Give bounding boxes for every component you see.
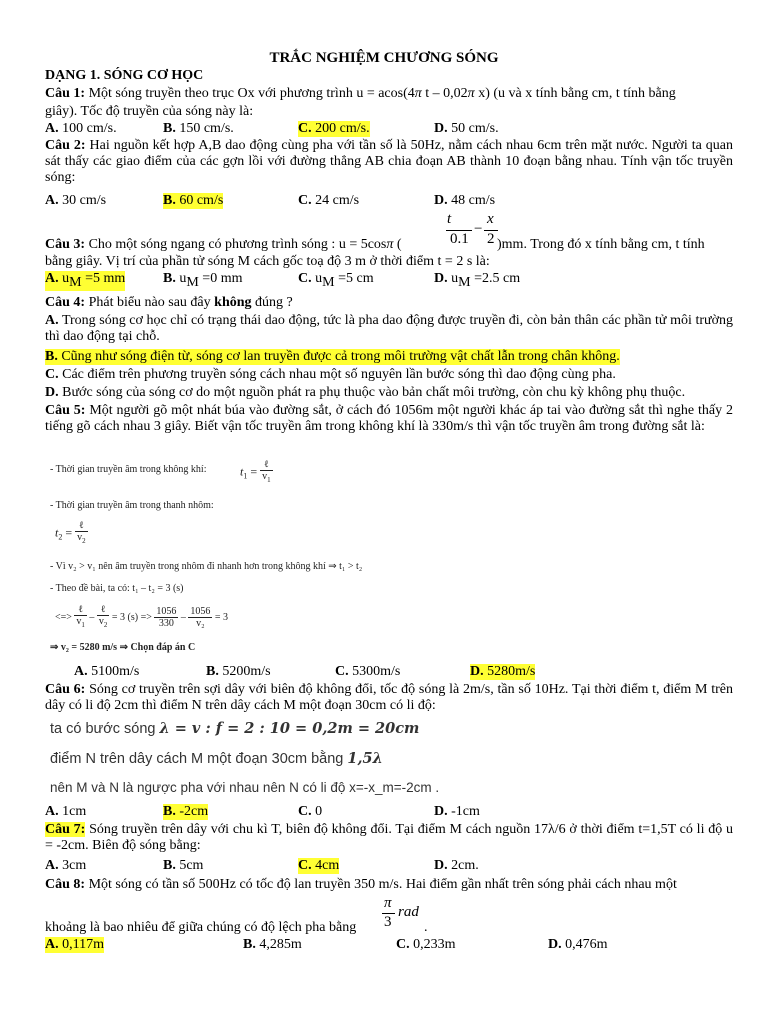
- q1-option-c-answer[interactable]: C. 200 cm/s.: [298, 121, 370, 136]
- q8-option-d[interactable]: D. 0,476m: [548, 937, 608, 952]
- q2-option-b-answer[interactable]: B. 60 cm/s: [163, 193, 224, 208]
- q3-option-d[interactable]: D. $u_M =2.5$ cm: [434, 271, 521, 290]
- q4-label: Câu 4:: [45, 295, 86, 310]
- q3-line1a: Câu 3: Cho một sóng ngang có phương trình sóng : u = 5cosπ (: [45, 237, 402, 252]
- q3-minus: −: [474, 221, 483, 237]
- q8-option-a-answer[interactable]: A. 0,117m: [45, 937, 104, 952]
- q5-option-a[interactable]: A. 5100m/s: [74, 664, 140, 679]
- q4-option-b-answer[interactable]: B. Cũng như sóng điện từ, sóng cơ lan truyền được cả trong môi trường vật chất lẫn trong chân không.: [45, 349, 620, 364]
- q3-frac2-den: 2: [487, 231, 495, 247]
- q4-option-d[interactable]: D. Bước sóng của sóng cơ do một nguồn phát ra phụ thuộc vào bản chất môi trường, còn chu kỳ không phụ thuộc.: [45, 385, 686, 400]
- q8-unit: rad: [398, 904, 419, 920]
- q2-stem: Câu 2: Hai nguồn kết hợp A,B dao động cùng pha với tần số là 50Hz, nằm cách nhau 6cm trên mặt nước. Người ta quan sát thấy các giao điểm của các gợn lồi với đường thẳng AB chia đoạn AB thành 10 đoạn bằng nhau. Tính vận tốc truyền sóng:: [45, 138, 733, 185]
- sol-line-rail: - Thời gian truyền âm trong thanh nhôm:: [50, 500, 214, 511]
- sol-line-compare: - Vì v₂ > v₁ nên âm truyền trong nhôm đi nhanh hơn trong không khí ⇒ t₁ > t₂: [50, 561, 363, 572]
- q3-frac1-den: 0.1: [450, 231, 469, 247]
- q3-option-a-answer[interactable]: A. $u_M =5$ mm: [45, 271, 126, 290]
- q5-stem: Câu 5: Một người gõ một nhát búa vào đường sắt, ở cách đó 1056m một người khác áp tai vào đường sắt thì nghe thấy 2 tiếng gõ cách nhau 3 giây. Biết vận tốc truyền âm trong không khí là 330m/s thì vận tốc truyền âm trong đường sắt là:: [45, 403, 733, 434]
- q8-frac-num: π: [384, 895, 392, 911]
- q1-line2: giây). Tốc độ truyền của sóng này là:: [45, 104, 254, 119]
- q7-option-d[interactable]: D. 2cm.: [434, 858, 479, 873]
- q1-label: Câu 1:: [45, 86, 86, 101]
- q3-line1b: )mm. Trong đó x tính bằng cm, t tính: [497, 237, 705, 252]
- sol-line-air: - Thời gian truyền âm trong không khí:: [50, 464, 207, 475]
- q5-option-c[interactable]: C. 5300m/s: [335, 664, 401, 679]
- sol-line-given: - Theo đề bài, ta có: t₁ – t₂ = 3 (s): [50, 583, 184, 594]
- q7-stem: Câu 7: Sóng truyền trên dây với chu kì T, biên độ không đổi. Tại điểm M cách nguồn 17λ/6 ở thời điểm t=1,5T có li độ u = -2cm. Biên độ sóng bằng:: [45, 822, 734, 853]
- q7-option-a[interactable]: A. 3cm: [45, 858, 87, 873]
- q7-option-c-answer[interactable]: C. 4cm: [298, 858, 340, 873]
- doc-title: TRẮC NGHIỆM CHƯƠNG SÓNG: [269, 50, 499, 66]
- q6-option-b-answer[interactable]: B. -2cm: [163, 804, 209, 819]
- q4-option-c[interactable]: C. Các điểm trên phương truyền sóng cách nhau một số nguyên lần bước sóng thì dao động cùng pha.: [45, 367, 616, 382]
- q6-stem: Câu 6: Sóng cơ truyền trên sợi dây với biên độ không đổi, tốc độ sóng là 2m/s, tần số 10Hz. Tại thời điểm t, điểm M trên dây có li độ 2cm thì điểm N trên dây cách M một đoạn 30cm có li độ:: [45, 682, 734, 713]
- q3-frac2-num: x: [487, 211, 494, 227]
- q6-option-c[interactable]: C. 0: [298, 804, 323, 819]
- q1-option-b[interactable]: B. 150 cm/s.: [163, 121, 234, 136]
- q6-label: Câu 6:: [45, 682, 86, 697]
- q8-option-b[interactable]: B. 4,285m: [243, 937, 302, 952]
- q8-label: Câu 8:: [45, 877, 86, 892]
- q7-label: Câu 7:: [45, 822, 86, 837]
- q6-option-a[interactable]: A. 1cm: [45, 804, 87, 819]
- q8-stem-line2: khoảng là bao nhiêu để giữa chúng có độ lệch pha bằng: [45, 920, 357, 935]
- q3-frac1-num: t: [447, 211, 452, 227]
- q3-option-b[interactable]: B. $u_M =0$ mm: [163, 271, 243, 290]
- q5-label: Câu 5:: [45, 403, 86, 418]
- q6-option-d[interactable]: D. -1cm: [434, 804, 480, 819]
- q7-option-b[interactable]: B. 5cm: [163, 858, 204, 873]
- sol-equation: <=> $\frac{\text{ℓ}}{v_1}$ – $\frac{\text{ℓ}}{v_2}$ = 3 (s) => $\frac{1056}{330}$ – $\frac{1056}{\text{v₂}}$ = 3: [55, 604, 229, 629]
- q6-note-distance: điểm N trên dây cách M một đoạn 30cm bằng 1,5λ: [50, 750, 383, 767]
- q5-option-b[interactable]: B. 5200m/s: [206, 664, 271, 679]
- q5-option-d-answer[interactable]: D. 5280m/s: [470, 664, 536, 679]
- q3-line2: bằng giây. Vị trí của phần tử sóng M cách gốc toạ độ 3 m ở thời điểm t = 2 s là:: [45, 254, 490, 269]
- q2-label: Câu 2:: [45, 138, 86, 153]
- q3-option-c[interactable]: C. $u_M =5$ cm: [298, 271, 374, 290]
- sol-conclusion: ⇒ v₂ = 5280 m/s ⇒ Chọn đáp án C: [50, 642, 196, 653]
- q1-line1: Câu 1: Một sóng truyền theo trục Ox với phương trình u = acos(4π t – 0,02π x) (u và x tính bằng cm, t tính bằng: [45, 86, 676, 101]
- sol-t1-formula: $t_1$ = $\frac{\text{ℓ}}{v_1}$: [240, 459, 271, 484]
- q1-option-a[interactable]: A. 100 cm/s.: [45, 121, 117, 136]
- q8-dot: .: [424, 920, 428, 935]
- q2-option-a[interactable]: A. 30 cm/s: [45, 193, 107, 208]
- q8-stem-line1: Câu 8: Một sóng có tần số 500Hz có tốc độ lan truyền 350 m/s. Hai điểm gần nhất trên sóng phải cách nhau một: [45, 877, 677, 892]
- q4-option-a[interactable]: A. Trong sóng cơ học chỉ có trạng thái dao động, tức là pha dao động được truyền đi, còn bản thân các phần tử môi trường thì dao động tại chỗ.: [45, 313, 733, 344]
- q2-option-d[interactable]: D. 48 cm/s: [434, 193, 496, 208]
- q4-stem: Câu 4: Phát biểu nào sau đây không đúng ?: [45, 295, 293, 310]
- q6-note-phase: nên M và N là ngược pha với nhau nên N có li độ x=-x_m=-2cm .: [50, 780, 440, 795]
- q8-option-c[interactable]: C. 0,233m: [396, 937, 456, 952]
- q6-note-wavelength: ta có bước sóng λ = v : f = 2 : 10 = 0,2m = 20cm: [50, 720, 420, 737]
- section-heading: DẠNG 1. SÓNG CƠ HỌC: [45, 68, 204, 83]
- q1-option-d[interactable]: D. 50 cm/s.: [434, 121, 499, 136]
- sol-t2-formula: $t_2$ = $\frac{\text{ℓ}}{v_2}$: [55, 520, 86, 545]
- q8-frac-den: 3: [384, 914, 392, 930]
- q3-label: Câu 3:: [45, 237, 86, 252]
- q2-option-c[interactable]: C. 24 cm/s: [298, 193, 360, 208]
